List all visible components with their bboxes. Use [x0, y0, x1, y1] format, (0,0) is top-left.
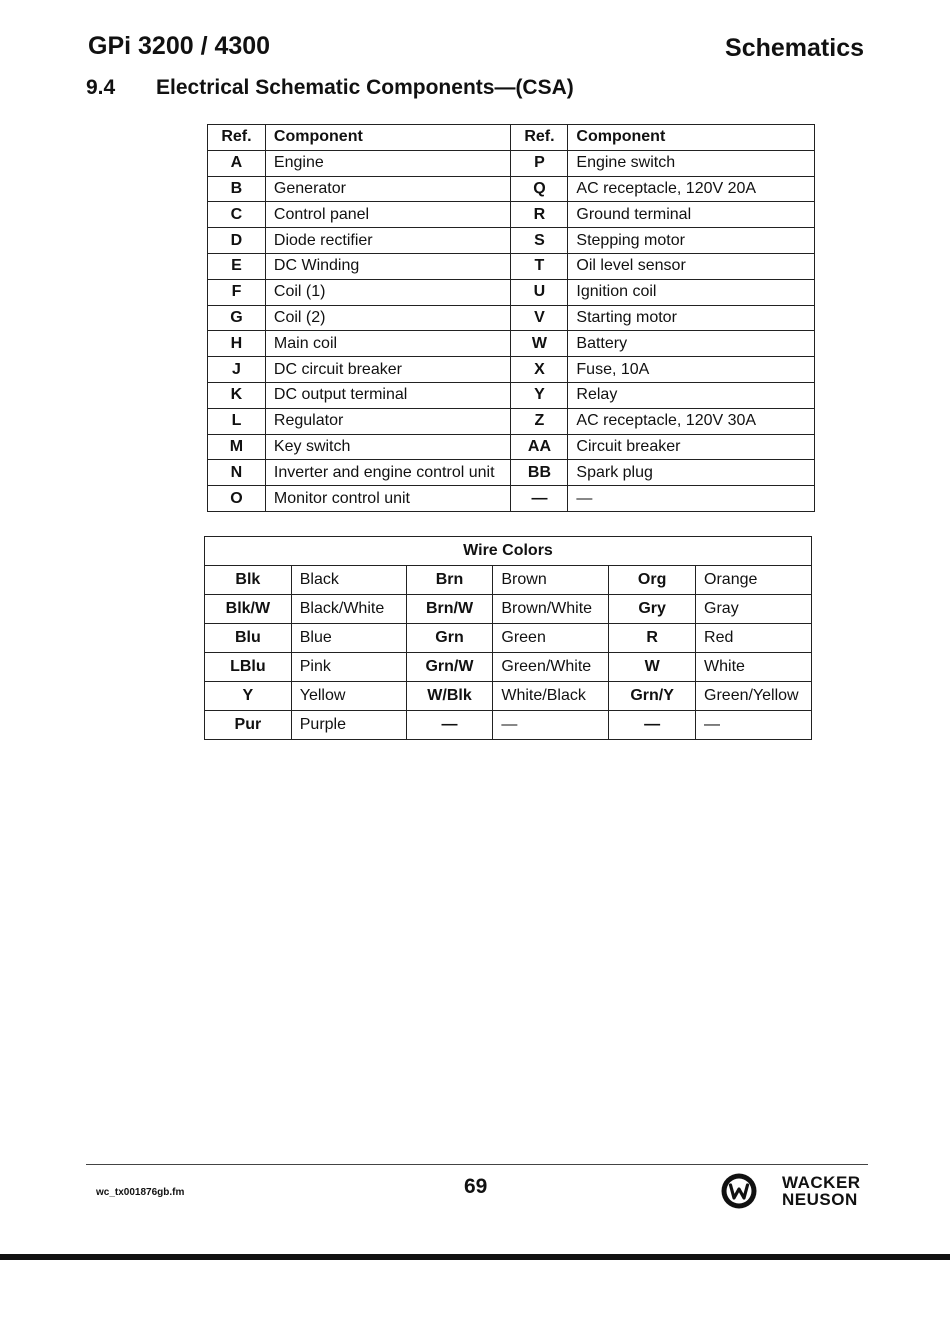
ref-cell: Y	[511, 382, 568, 408]
wire-code-cell: W/Blk	[406, 682, 493, 711]
page-number: 69	[464, 1175, 488, 1198]
components-table	[207, 124, 815, 512]
component-cell: Spark plug	[568, 460, 815, 486]
section-heading	[86, 76, 574, 100]
table-row	[208, 382, 815, 408]
wire-color-cell: —	[493, 711, 609, 740]
wire-color-cell: Red	[696, 624, 812, 653]
component-header: Component	[265, 125, 511, 151]
ref-cell: O	[208, 486, 266, 512]
table-row	[208, 253, 815, 279]
table-row	[208, 228, 815, 254]
ref-cell: L	[208, 408, 266, 434]
wire-code-cell: Grn	[406, 624, 493, 653]
component-cell: Battery	[568, 331, 815, 357]
component-cell: Diode rectifier	[265, 228, 511, 254]
wire-colors-table	[204, 536, 812, 740]
wire-color-cell: Pink	[291, 653, 406, 682]
component-cell: Control panel	[265, 202, 511, 228]
table-row	[205, 682, 812, 711]
table-row	[205, 711, 812, 740]
component-header: Component	[568, 125, 815, 151]
ref-header: Ref.	[208, 125, 266, 151]
component-cell: Fuse, 10A	[568, 357, 815, 383]
wire-code-cell: Brn/W	[406, 595, 493, 624]
ref-cell: Q	[511, 176, 568, 202]
ref-cell: U	[511, 279, 568, 305]
table-row	[208, 408, 815, 434]
wire-code-cell: R	[609, 624, 696, 653]
component-cell: Starting motor	[568, 305, 815, 331]
component-cell: Regulator	[265, 408, 511, 434]
wire-code-cell: Blk/W	[205, 595, 292, 624]
component-cell: Inverter and engine control unit	[265, 460, 511, 486]
table-row	[208, 434, 815, 460]
component-cell: Ignition coil	[568, 279, 815, 305]
table-row	[205, 653, 812, 682]
component-cell: —	[568, 486, 815, 512]
wire-code-cell: Blu	[205, 624, 292, 653]
wire-code-cell: Pur	[205, 711, 292, 740]
component-cell: Coil (2)	[265, 305, 511, 331]
ref-cell: H	[208, 331, 266, 357]
table-row	[205, 566, 812, 595]
table-row	[208, 331, 815, 357]
component-cell: AC receptacle, 120V 20A	[568, 176, 815, 202]
wire-color-cell: Gray	[696, 595, 812, 624]
table-row	[208, 486, 815, 512]
wire-code-cell: Org	[609, 566, 696, 595]
ref-cell: W	[511, 331, 568, 357]
component-cell: Generator	[265, 176, 511, 202]
ref-cell: B	[208, 176, 266, 202]
ref-cell: S	[511, 228, 568, 254]
component-cell: Coil (1)	[265, 279, 511, 305]
ref-cell: V	[511, 305, 568, 331]
wire-code-cell: W	[609, 653, 696, 682]
wire-color-cell: Green	[493, 624, 609, 653]
chapter-title: Schematics	[725, 34, 864, 62]
ref-cell: D	[208, 228, 266, 254]
wire-colors-title: Wire Colors	[205, 537, 812, 566]
component-cell: Ground terminal	[568, 202, 815, 228]
ref-cell: F	[208, 279, 266, 305]
wire-color-cell: Green/White	[493, 653, 609, 682]
component-cell: DC output terminal	[265, 382, 511, 408]
wacker-neuson-w-icon	[720, 1172, 758, 1210]
ref-cell: C	[208, 202, 266, 228]
brand-line-1: WACKER	[782, 1173, 861, 1192]
component-cell: DC Winding	[265, 253, 511, 279]
wire-code-cell: Y	[205, 682, 292, 711]
component-cell: Stepping motor	[568, 228, 815, 254]
wire-color-cell: White/Black	[493, 682, 609, 711]
table-row	[208, 279, 815, 305]
component-cell: Monitor control unit	[265, 486, 511, 512]
ref-cell: M	[208, 434, 266, 460]
wire-color-cell: Orange	[696, 566, 812, 595]
component-cell: Circuit breaker	[568, 434, 815, 460]
table-row	[208, 460, 815, 486]
wire-color-cell: —	[696, 711, 812, 740]
component-cell: Main coil	[265, 331, 511, 357]
document-title: GPi 3200 / 4300	[88, 32, 271, 60]
component-cell: AC receptacle, 120V 30A	[568, 408, 815, 434]
components-header-row	[208, 125, 815, 151]
ref-cell: N	[208, 460, 266, 486]
wire-code-cell: Grn/W	[406, 653, 493, 682]
wire-code-cell: —	[406, 711, 493, 740]
wire-color-cell: Brown/White	[493, 595, 609, 624]
table-row	[208, 357, 815, 383]
table-row	[208, 150, 815, 176]
component-cell: DC circuit breaker	[265, 357, 511, 383]
wire-color-cell: Black	[291, 566, 406, 595]
component-cell: Key switch	[265, 434, 511, 460]
ref-cell: K	[208, 382, 266, 408]
section-title: Electrical Schematic Components—(CSA)	[156, 76, 574, 99]
ref-cell: G	[208, 305, 266, 331]
brand-logo-text	[782, 1174, 861, 1208]
footer-filename: wc_tx001876gb.fm	[96, 1187, 185, 1198]
wire-color-cell: Yellow	[291, 682, 406, 711]
wire-code-cell: LBlu	[205, 653, 292, 682]
ref-cell: AA	[511, 434, 568, 460]
ref-cell: E	[208, 253, 266, 279]
component-cell: Engine	[265, 150, 511, 176]
ref-cell: Z	[511, 408, 568, 434]
ref-cell: A	[208, 150, 266, 176]
wire-color-cell: Brown	[493, 566, 609, 595]
wire-code-cell: Brn	[406, 566, 493, 595]
ref-cell: —	[511, 486, 568, 512]
component-cell: Relay	[568, 382, 815, 408]
ref-cell: BB	[511, 460, 568, 486]
wire-color-cell: Black/White	[291, 595, 406, 624]
table-row	[208, 305, 815, 331]
component-cell: Oil level sensor	[568, 253, 815, 279]
wire-code-cell: Gry	[609, 595, 696, 624]
wire-color-cell: Purple	[291, 711, 406, 740]
component-cell: Engine switch	[568, 150, 815, 176]
ref-cell: R	[511, 202, 568, 228]
wire-code-cell: Blk	[205, 566, 292, 595]
footer-divider	[86, 1164, 868, 1165]
table-row	[208, 176, 815, 202]
wire-colors-title-row	[205, 537, 812, 566]
section-number: 9.4	[86, 76, 116, 99]
wire-color-cell: White	[696, 653, 812, 682]
page-bottom-bar	[0, 1254, 950, 1260]
table-row	[205, 624, 812, 653]
ref-cell: X	[511, 357, 568, 383]
wire-color-cell: Green/Yellow	[696, 682, 812, 711]
ref-header: Ref.	[511, 125, 568, 151]
ref-cell: P	[511, 150, 568, 176]
wire-code-cell: Grn/Y	[609, 682, 696, 711]
ref-cell: T	[511, 253, 568, 279]
wire-color-cell: Blue	[291, 624, 406, 653]
table-row	[205, 595, 812, 624]
ref-cell: J	[208, 357, 266, 383]
wire-code-cell: —	[609, 711, 696, 740]
brand-line-2: NEUSON	[782, 1190, 858, 1209]
table-row	[208, 202, 815, 228]
